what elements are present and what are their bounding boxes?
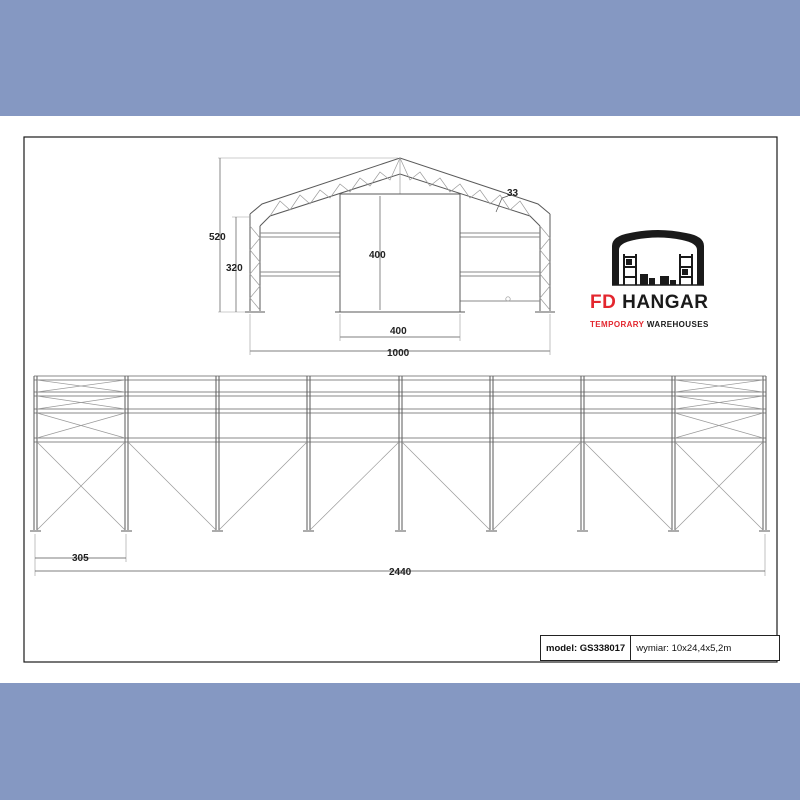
brand-prefix: FD <box>590 292 617 313</box>
tagline-rest: WAREHOUSES <box>646 320 709 329</box>
technical-drawing <box>0 116 800 683</box>
tagline-accent: TEMPORARY <box>590 320 645 329</box>
dim-overall-height: 520 <box>209 232 226 243</box>
dim-roof-truss: 33 <box>507 188 519 199</box>
title-block <box>540 635 780 661</box>
brand-name: HANGAR <box>622 292 709 313</box>
size-spec: wymiar: 10x24,4x5,2m <box>636 642 732 654</box>
brand-wordmark <box>590 292 709 314</box>
dim-span-width: 1000 <box>387 348 410 359</box>
dim-door-width: 400 <box>390 326 407 337</box>
dim-bay-spacing: 305 <box>72 553 89 564</box>
dim-side-wall-height: 320 <box>226 263 243 274</box>
drawing-sheet <box>0 116 800 683</box>
brand-logo <box>612 230 704 285</box>
model-number: model: GS338017 <box>541 636 631 660</box>
brand-tagline <box>590 320 709 329</box>
dim-door-height: 400 <box>369 250 386 261</box>
drawing-frame <box>24 137 777 662</box>
door-frame <box>340 194 460 312</box>
dim-total-length: 2440 <box>389 567 412 578</box>
front-elevation <box>209 158 555 359</box>
side-elevation <box>30 376 770 578</box>
